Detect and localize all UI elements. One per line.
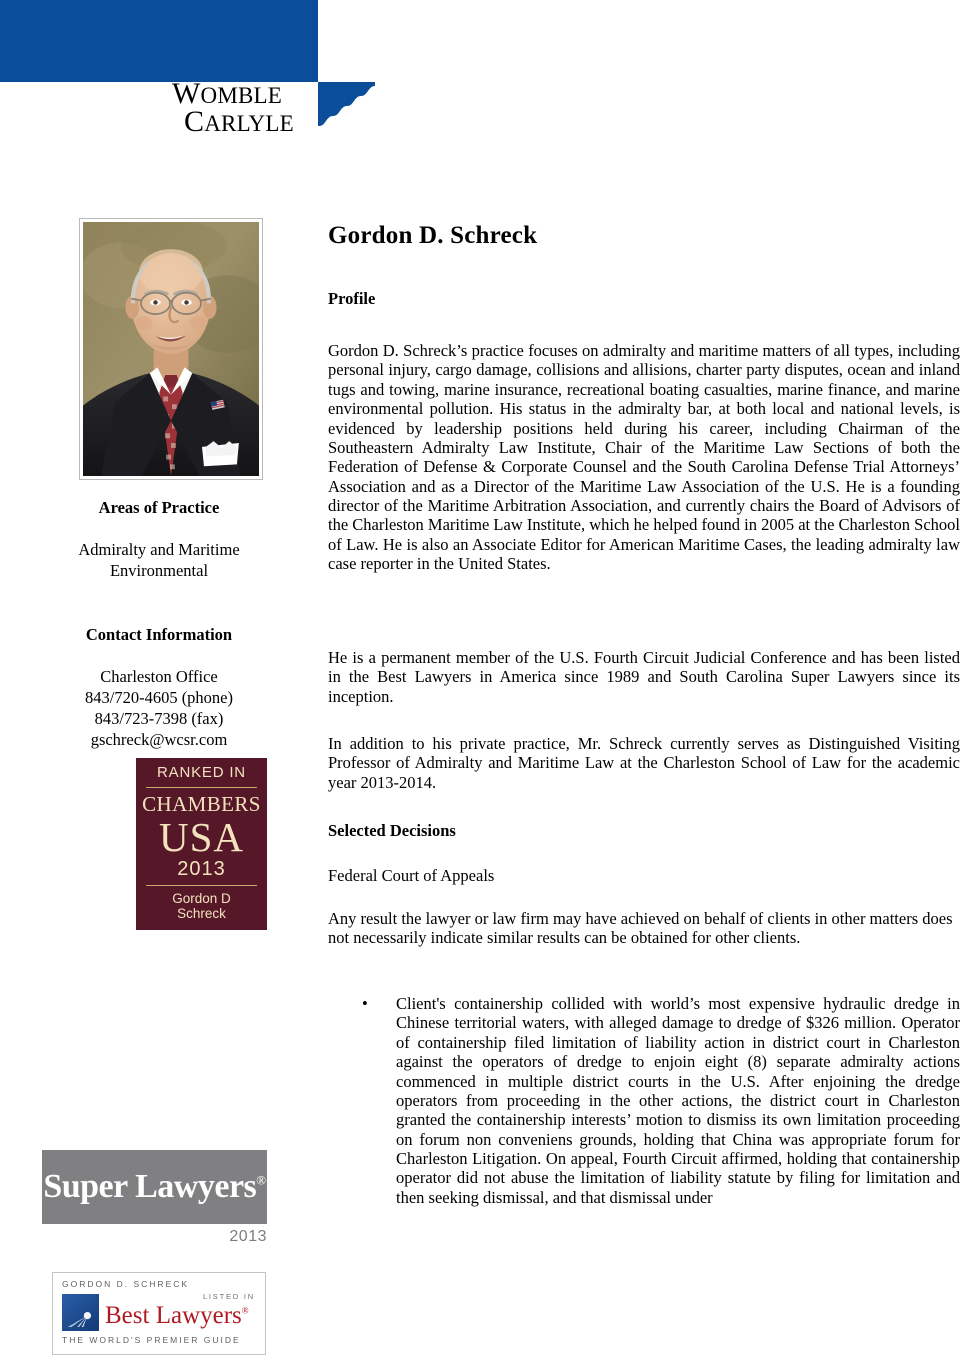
logo-cap-c: C (184, 104, 205, 138)
chambers-person-name (142, 891, 261, 923)
chambers-divider-top (146, 787, 257, 788)
chambers-person-line-1: Gordon D (172, 890, 231, 906)
womble-carlyle-logo (172, 77, 322, 142)
profile-heading: Profile (328, 289, 376, 308)
chambers-region-label: USA (158, 813, 245, 860)
areas-of-practice-list (0, 539, 318, 581)
chambers-usa-badge (136, 758, 267, 930)
best-lawyers-badge (52, 1272, 266, 1355)
chambers-wordmark: CHAMBERS (142, 791, 261, 816)
profile-paragraph-2: He is a permanent member of the U.S. Fourth Circuit Judicial Conference and has been listed in the Best Lawyers in America since 1989 and South Carolina Super Lawyers since its inception. (328, 648, 960, 706)
super-lawyers-label: Super Lawyers (43, 1168, 257, 1205)
best-lawyers-label: Best Lawyers (105, 1302, 242, 1330)
areas-of-practice-heading: Areas of Practice (98, 498, 220, 517)
avatar (79, 218, 263, 480)
contact-information-list (0, 666, 318, 750)
logo-line-carlyle (172, 104, 322, 138)
logo-rest-arlyle: ARLYLE (204, 110, 294, 136)
contact-phone: 843/720-4605 (phone) (84, 688, 234, 708)
chambers-ranked-in-label: RANKED IN (157, 764, 246, 781)
list-item (328, 994, 960, 1207)
decision-text: Client's containership collided with world’s most expensive hydraulic dredge in Chinese territorial waters, with alleged damage to dredge of $326 million. Operator of containership filed limitation of liability action in district court in Charleston against the operators of dredge to enjoin eight (8) separate admiralty actions commenced in multiple district courts in the U.S. After enjoining the dredge operators from proceeding in the other actions, the district court in Charleston granted the containership interests’ motion to dismiss its own limitation proceeding on forum non conveniens grounds, holding that China was appropriate forum for Charleston Litigation. On appeal, Fourth Circuit affirmed, holding that containership operator did not abuse the limitation of liability statute by filing for limitation and then seeking dismissal, and that dismissal under (396, 994, 960, 1207)
chambers-divider-bottom (146, 885, 257, 886)
best-lawyers-body (62, 1292, 256, 1332)
selected-decisions-list (328, 994, 960, 1207)
selected-decisions-heading: Selected Decisions (328, 821, 456, 840)
contact-information-heading: Contact Information (85, 625, 233, 644)
bullet-icon: • (362, 994, 368, 1013)
chambers-person-line-2: Schreck (177, 906, 226, 922)
profile-paragraph-1: Gordon D. Schreck’s practice focuses on admiralty and maritime matters of all types, including personal injury, cargo damage, collisions and allisions, charter party disputes, ocean and inland tugs and towing, marine insurance, recreational boating casualties, marine finance, and marine environmental pollution. His status in the admiralty bar, at both local and national levels, is evidenced by leadership positions held during his career, including Chairman of the Southeastern Admiralty Law Institute, Chair of the Maritime Law Sections of both the Federation of Defense & Corporate Counsel and the South Carolina Defense Trial Attorneys’ Association and as a Director of the Maritime Law Association of the U.S. He is a founding director of the Maritime Arbitration Association, and currently chairs the Board of Advisors of the Charleston Maritime Law Institute, which he helped found in 2005 at the Charleston School of Law. He is also an Associate Editor for American Maritime Cases, the leading admiralty law case reporter in the United States. (328, 341, 960, 574)
results-disclaimer: Any result the lawyer or law firm may have achieved on behalf of clients in other matters does not necessarily indicate similar results can be obtained for other clients. (328, 909, 953, 948)
super-lawyers-badge (42, 1150, 267, 1224)
super-lawyers-wordmark (43, 1168, 265, 1206)
logo-cap-w: W (172, 77, 201, 110)
area-item-admiralty-maritime: Admiralty and Maritime (78, 540, 240, 559)
best-lawyers-wordmark-group (99, 1294, 256, 1329)
best-lawyers-person-name: GORDON D. SCHRECK (62, 1279, 190, 1289)
page-title: Gordon D. Schreck (328, 222, 538, 249)
header-blue-banner (0, 0, 318, 82)
super-lawyers-year-label: 2013 (229, 1228, 267, 1245)
logo-rest-omble: OMBLE (200, 83, 283, 108)
area-item-environmental: Environmental (109, 561, 209, 581)
contact-email[interactable]: gschreck@wcsr.com (90, 730, 228, 750)
logo-line-womble (172, 77, 322, 110)
best-lawyers-wordmark (105, 1303, 256, 1329)
portrait-photo (83, 222, 259, 476)
contact-fax: 843/723-7398 (fax) (94, 709, 224, 729)
best-lawyers-listed-in-label: LISTED IN (202, 1292, 255, 1302)
logo-scallop-icon (310, 82, 375, 144)
best-lawyers-tagline: THE WORLD'S PREMIER GUIDE (62, 1335, 241, 1345)
contact-office: Charleston Office (100, 667, 218, 686)
super-lawyers-registered-mark: ® (256, 1172, 266, 1188)
best-lawyers-sunburst-icon (62, 1294, 99, 1331)
best-lawyers-registered-mark: ® (241, 1306, 249, 1317)
federal-court-of-appeals-label: Federal Court of Appeals (328, 866, 495, 885)
chambers-year-label: 2013 (177, 857, 226, 880)
profile-paragraph-3: In addition to his private practice, Mr. Schreck currently serves as Distinguished Visiting Professor of Admiralty and Maritime Law at the Charleston School of Law for the academic year 2013-2014. (328, 734, 960, 792)
